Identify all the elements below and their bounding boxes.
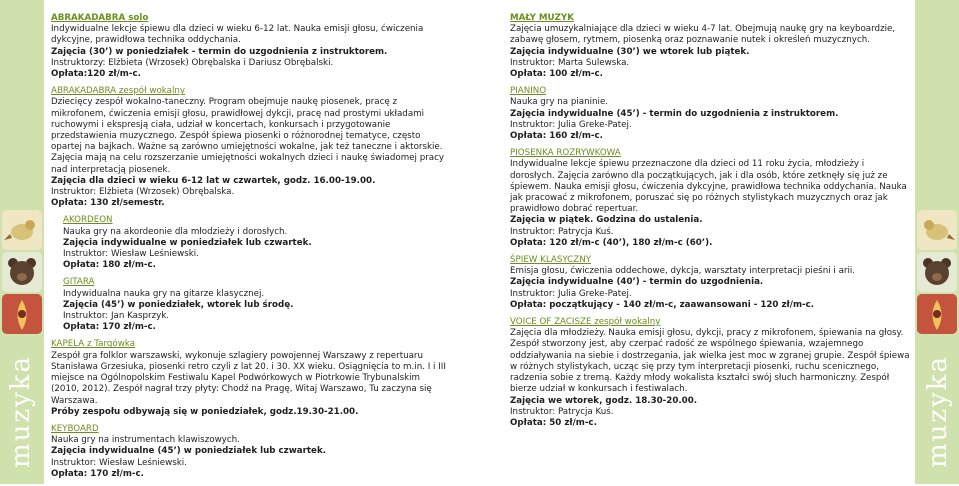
section-title: ŚPIEW KLASYCZNY — [510, 255, 592, 266]
section-title: VOICE OF ZACISZE zespół wokalny — [510, 317, 661, 328]
section-fee: Opłata: 180 zł/m-c. — [63, 260, 156, 271]
bird-illustration-icon — [2, 210, 42, 250]
section-description: Nauka gry na instrumentach klawiszowych. — [51, 435, 240, 446]
flower-illustration-icon — [917, 294, 957, 334]
left-decorative-strip — [0, 0, 44, 484]
bird-illustration-icon — [917, 210, 957, 250]
section-abrakadabra-vocal-group — [51, 86, 451, 209]
section-gitara — [51, 277, 451, 333]
section-description: Nauka gry na pianinie. — [510, 97, 609, 108]
left-text-column — [51, 13, 451, 486]
section-instructor: Instruktor: Julia Greke-Patej. — [510, 119, 632, 130]
section-schedule: Zajęcia indywidualne (45’) w poniedziałek lub czwartek. — [51, 446, 327, 457]
section-description: Nauka gry na akordeonie dla młodzieży i dorosłych. — [63, 226, 288, 237]
vertical-section-label: muzyka — [6, 354, 36, 468]
section-fee: Opłata: 50 zł/m-c. — [510, 417, 597, 428]
section-maly-muzyk — [510, 13, 911, 80]
section-instructor: Instruktor: Patrycja Kuś. — [510, 406, 614, 417]
section-schedule: Zajęcia indywidualne w poniedziałek lub czwartek. — [63, 237, 312, 248]
section-instructor: Instruktor: Patrycja Kuś. — [510, 226, 614, 237]
section-fee: Opłata: 170 zł/m-c. — [51, 468, 144, 479]
section-title: AKORDEON — [63, 215, 113, 226]
section-title: ABRAKADABRA zespół wokalny — [51, 86, 186, 97]
flower-illustration-icon — [2, 294, 42, 334]
section-instructor: Instruktor: Marta Sulewska. — [510, 57, 630, 68]
section-abrakadabra-solo — [51, 13, 451, 80]
section-akordeon — [51, 215, 451, 271]
section-title: GITARA — [63, 277, 95, 288]
section-keyboard — [51, 424, 451, 480]
section-title: PIANINO — [510, 86, 547, 97]
section-title: KAPELA z Targówka — [51, 339, 136, 350]
section-fee: Opłata:120 zł/m-c. — [51, 69, 141, 80]
section-fee: Opłata: 120 zł/m-c (40’), 180 zł/m-c (60’). — [510, 237, 713, 248]
section-voice-of-zacisze — [510, 317, 911, 429]
section-fee: Opłata: początkujący - 140 zł/m-c, zaawansowani - 120 zł/m-c. — [510, 299, 815, 310]
section-title: PIOSENKA ROZRYWKOWA — [510, 148, 621, 159]
section-schedule: Zajęcia indywidualne (45’) - termin do uzgodnienia z instruktorem. — [510, 108, 839, 119]
section-description: Indywidualne lekcje śpiewu dla dzieci w wieku 6-12 lat. Nauka emisji głosu, ćwiczenia dykcyjne, prawidłowa technika oddychania. — [51, 24, 424, 46]
section-schedule: Zajęcia we wtorek, godz. 18.30-20.00. — [510, 395, 698, 406]
section-description: Dziecięcy zespół wokalno-taneczny. Program obejmuje naukę piosenek, pracę z mikrofonem, ćwiczenia emisji głosu, prawidłowej dykcji, pracę nad prostymi układami ruchowymi i ekspresją ciała, udział w koncertach, konkursach i przygotowanie przedstawienia muzycznego. Zespół śpiewa piosenki o różnorodnej tematyce, często opartej na bajkach. Ważne są zarówno umiejętności wokalne, jak też taneczne i aktorskie. Zajęcia mają na celu rozszerzanie umiejętności wokalnych dzieci i naukę świadomej pracy nad interpretacją piosenek. — [51, 97, 445, 175]
section-schedule: Zajęcia (30’) w poniedziałek - termin do uzgodnienia z instruktorem. — [51, 46, 388, 57]
section-schedule: Zajęcia indywidualne (30’) we wtorek lub piątek. — [510, 46, 750, 57]
section-title: MAŁY MUZYK — [510, 13, 574, 23]
vertical-section-label: muzyka — [923, 354, 953, 468]
section-description: Zespół gra folklor warszawski, wykonuje szlagiery powojennej Warszawy z repertuaru Stanisława Grzesiuka, piosenki retro czyli z lat 20. i 30. XX wieku. Osiągnięcia to m.in. I i III miejsce na Ogólnopolskim Festiwalu Kapel Podwórkowych w Piotrkowie Trybunalskim (2010, 2012). Zespół nagrał trzy płyty: Chodź na Pragę, Witaj Warszawo, Tu zaczyna się Warszawa. — [51, 350, 446, 406]
section-pianino — [510, 86, 911, 142]
right-text-column — [510, 13, 911, 435]
section-description: Zajęcia dla młodzieży. Nauka emisji głosu, dykcji, pracy z mikrofonem, śpiewania na głosy. Zespół stworzony jest, aby czerpać radość ze wspólnego śpiewania, wzajemnego oddziaływania na siebie i dostrzegania, jak wielka jest moc w zgranej grupie. Zespół śpiewa w różnych stylistykach, ucząc się przy tym interpretacji piosenki, ruchu scenicznego, radzenia sobie z tremą. Każdy młody wokalista kształci swój słuch harmoniczny. Zespół bierze udział w konkursach i festiwalach. — [510, 328, 910, 395]
section-description: Zajęcia umuzykalniające dla dzieci w wieku 4-7 lat. Obejmują naukę gry na keyboardzie, zabawę głosem, rytmem, piosenką oraz poznawanie nutek i określeń muzycznych. — [510, 24, 896, 46]
section-schedule: Zajęcia indywidualne (40’) - termin do uzgodnienia. — [510, 277, 764, 288]
section-schedule: Zajęcia (45’) w poniedziałek, wtorek lub środę. — [63, 299, 294, 310]
section-fee: Opłata: 170 zł/m-c. — [63, 322, 156, 333]
right-decorative-strip — [915, 0, 959, 484]
section-spiew-klasyczny — [510, 255, 911, 311]
teddy-bear-illustration-icon — [2, 252, 42, 292]
teddy-bear-illustration-icon — [917, 252, 957, 292]
section-description: Emisja głosu, ćwiczenia oddechowe, dykcja, warsztaty interpretacji pieśni i arii. — [510, 266, 856, 277]
section-instructor: Instruktor: Elżbieta (Wrzosek) Obrębalska. — [51, 187, 235, 198]
section-schedule: Próby zespołu odbywają się w poniedziałek, godz.19.30-21.00. — [51, 406, 359, 417]
section-schedule: Zajęcia w piątek. Godzina do ustalenia. — [510, 215, 703, 226]
section-description: Indywidualne lekcje śpiewu przeznaczone dla dzieci od 11 roku życia, młodzieży i dorosłych. Zajęcia zarówno dla początkujących, jak i dla osób, które zetknęły się już ze śpiewem. Nauka emisji głosu, ćwiczenia dykcyjne, prawidłowa technika oddychania. Nauka jak pracować z mikrofonem, poruszać się po różnych stylistykach muzycznych oraz jak prawidłowo dobrać repertuar. — [510, 159, 907, 215]
section-fee: Opłata: 130 zł/semestr. — [51, 198, 165, 209]
section-title: KEYBOARD — [51, 423, 99, 434]
section-instructor: Instruktorzy: Elżbieta (Wrzosek) Obrębalska i Dariusz Obrębalski. — [51, 57, 334, 68]
section-piosenka-rozrywkowa — [510, 148, 911, 249]
section-description: Indywidualna nauka gry na gitarze klasycznej. — [63, 288, 265, 299]
section-instructor: Instruktor: Jan Kasprzyk. — [63, 311, 170, 322]
section-fee: Opłata: 160 zł/m-c. — [510, 131, 603, 142]
section-instructor: Instruktor: Wiesław Leśniewski. — [51, 457, 187, 468]
section-fee: Opłata: 100 zł/m-c. — [510, 69, 603, 80]
section-instructor: Instruktor: Wiesław Leśniewski. — [63, 249, 199, 260]
section-instructor: Instruktor: Julia Greke-Patej. — [510, 288, 632, 299]
section-schedule: Zajęcia dla dzieci w wieku 6-12 lat w czwartek, godz. 16.00-19.00. — [51, 175, 376, 186]
section-title: ABRAKADABRA solo — [51, 13, 149, 23]
section-kapela — [51, 339, 451, 417]
